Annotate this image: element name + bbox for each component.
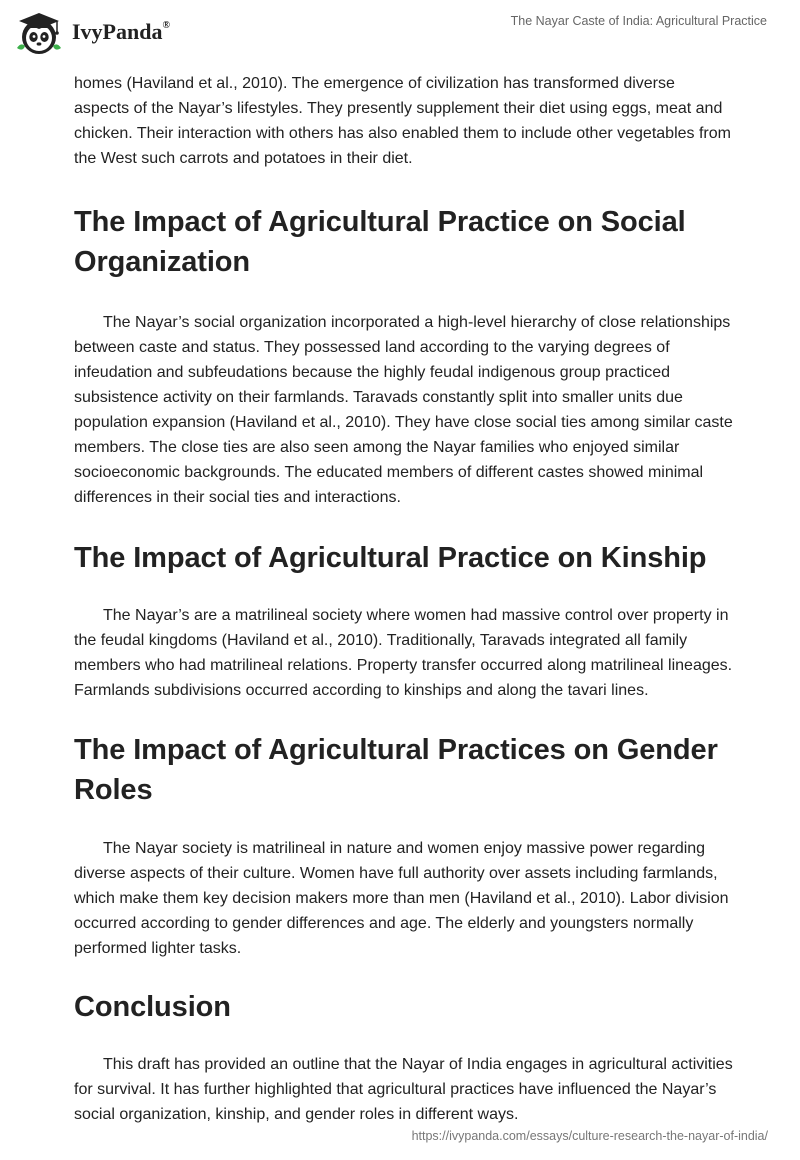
essay-body (74, 71, 734, 1127)
section-heading-kinship: The Impact of Agricultural Practice on Kinship (74, 542, 707, 574)
source-url-link[interactable]: https://ivypanda.com/essays/culture-research-the-nayar-of-india/ (411, 1129, 768, 1143)
section-heading-conclusion: Conclusion (74, 991, 231, 1023)
document-title: The Nayar Caste of India: Agricultural Practice (510, 14, 767, 28)
section-heading-social-organization: The Impact of Agricultural Practice on Social Organization (74, 206, 686, 278)
brand-name: IvyPanda® (72, 19, 170, 44)
section-paragraph-gender-roles: The Nayar society is matrilineal in nature and women enjoy massive power regarding diverse aspects of their culture. Women have full authority over assets including farmlands, which make them key decision makers more than men (Haviland et al., 2010). Labor division occurred according to gender differences and age. The elderly and youngsters normally performed lighter tasks. (74, 840, 729, 957)
section-paragraph-social-organization: The Nayar’s social organization incorporated a high-level hierarchy of close relationships between caste and status. They possessed land according to the varying degrees of infeudation and subfeudations because the highly feudal indigenous group practiced subsistence activity on their farmlands. Taravads constantly split into smaller units due population expansion (Haviland et al., 2010). They have close social ties among similar caste members. The close ties are also seen among the Nayar families who enjoyed similar socioeconomic backgrounds. The educated members of different castes showed minimal differences in their social ties and interactions. (74, 314, 733, 506)
section-heading-gender-roles: The Impact of Agricultural Practices on Gender Roles (74, 734, 718, 806)
section-paragraph-kinship: The Nayar’s are a matrilineal society where women had massive control over property in the feudal kingdoms (Haviland et al., 2010). Traditionally, Taravads integrated all family members who had matrilineal relations. Property transfer occurred along matrilineal lineages. Farmlands subdivisions occurred according to kinships and along the tavari lines. (74, 607, 733, 699)
ivypanda-logo[interactable] (14, 8, 170, 58)
section-paragraph-conclusion: This draft has provided an outline that the Nayar of India engages in agricultural activities for survival. It has further highlighted that agricultural practices have influenced the Nayar’s social organization, kinship, and gender roles in different ways. (74, 1056, 733, 1123)
page-header (0, 0, 800, 70)
panda-graduate-icon (14, 8, 64, 58)
intro-paragraph: homes (Haviland et al., 2010). The emergence of civilization has transformed diverse aspects of the Nayar’s lifestyles. They presently supplement their diet using eggs, meat and chicken. Their interaction with others has also enabled them to include other vegetables from the West such carrots and potatoes in their diet. (74, 75, 731, 167)
